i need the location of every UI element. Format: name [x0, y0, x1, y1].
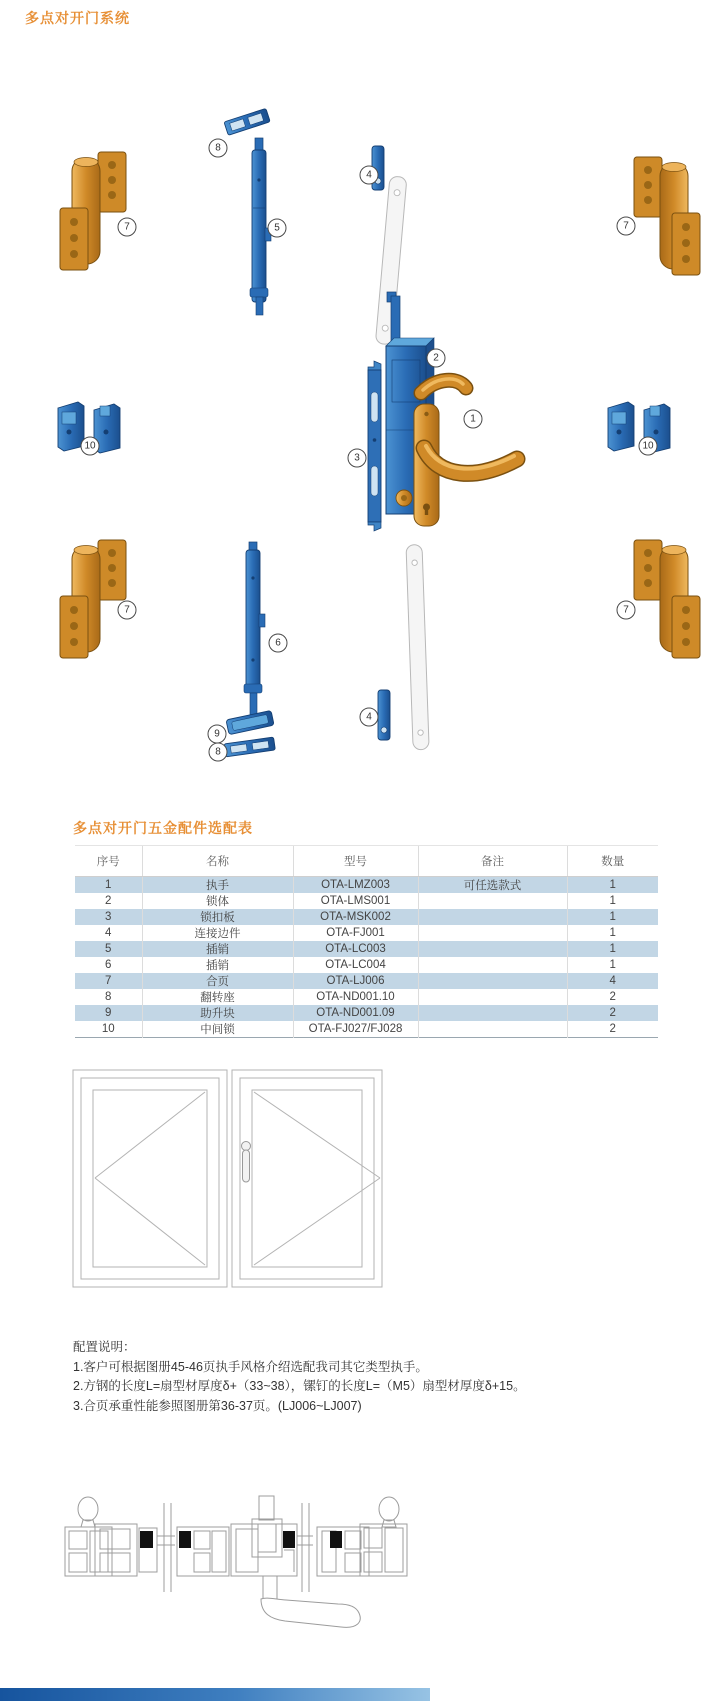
cell-model: OTA-ND001.10 — [293, 989, 418, 1005]
col-header-qty: 数量 — [567, 846, 658, 877]
cell-no: 1 — [75, 877, 142, 894]
cell-no: 6 — [105, 959, 112, 971]
col-header-model: 型号 — [293, 846, 418, 877]
config-note-line: 2.方钢的长度L=扇型材厚度δ+（33~38），镙钉的长度L=（M5）扇型材厚度δ+15。 — [73, 1379, 526, 1393]
cell-no: 7 — [75, 973, 142, 989]
cell-model: OTA-MSK002 — [293, 909, 418, 925]
config-note-line: 3.合页承重性能参照图册第36-37页。(LJ006~LJ007) — [73, 1398, 362, 1413]
hinge-part-bottom-right — [634, 540, 700, 658]
hinge-part-bottom-left — [60, 540, 126, 658]
cell-name: 插销 — [142, 957, 293, 973]
cell-name: 插销 — [142, 941, 293, 957]
config-note-line: 1.客户可根据图册45-46页执手风格介绍选配我司其它类型执手。 — [73, 1359, 428, 1374]
parts-table-title: 多点对开门五金配件选配表 — [73, 820, 253, 836]
exploded-diagram — [0, 0, 727, 790]
table-header-row — [75, 846, 658, 877]
cell-model: OTA-LC004 — [293, 957, 418, 973]
hinge-part-top-right — [634, 157, 700, 275]
callout-7-bottom-left: 7 — [118, 601, 137, 620]
callout-9: 9 — [208, 725, 227, 744]
cell-no: 10 — [101, 1023, 115, 1035]
cell-model: OTA-LMZ003 — [293, 877, 418, 894]
table-row — [75, 989, 658, 1005]
table-row — [75, 1005, 658, 1021]
strike-plate-part-3 — [368, 361, 381, 531]
cell-name: 中间锁 — [142, 1021, 293, 1038]
config-notes-title: 配置说明： — [73, 1340, 136, 1354]
cell-note — [418, 957, 567, 973]
cell-qty: 1 — [567, 893, 658, 909]
cell-qty: 1 — [567, 941, 658, 957]
cell-name: 锁体 — [142, 893, 293, 909]
callout-5: 5 — [268, 219, 287, 238]
cell-note — [418, 893, 567, 909]
cross-section-drawing — [0, 1490, 727, 1655]
cell-qty: 1 — [567, 957, 658, 973]
cell-name: 连接边件 — [142, 925, 293, 941]
cell-note: 可任选款式 — [418, 877, 567, 894]
callout-4-top: 4 — [360, 166, 379, 185]
cell-no: 9 — [75, 1005, 142, 1021]
cell-model: OTA-FJ027/FJ028 — [293, 1021, 418, 1038]
cell-note — [418, 1021, 567, 1038]
cell-note — [418, 973, 567, 989]
col-header-no: 序号 — [75, 846, 142, 877]
cell-name: 合页 — [142, 973, 293, 989]
table-row — [75, 893, 658, 909]
cell-qty: 1 — [567, 909, 658, 925]
cell-qty: 2 — [567, 1021, 658, 1038]
callout-6: 6 — [269, 634, 288, 653]
connector-part-4-bottom — [378, 690, 390, 740]
flip-seat-part-top — [224, 108, 270, 135]
callout-7-top-right: 7 — [617, 217, 636, 236]
table-row — [75, 973, 658, 989]
page-title: 多点对开门系统 — [25, 10, 130, 26]
cross-section-art — [0, 1490, 727, 1650]
callout-3: 3 — [348, 449, 367, 468]
keeper-bar-bottom — [406, 544, 429, 749]
door-elevation-drawing — [0, 1060, 727, 1305]
callout-8-top: 8 — [209, 139, 228, 158]
cell-note — [418, 989, 567, 1005]
callout-10-right: 10 — [639, 437, 658, 456]
cell-note — [418, 925, 567, 941]
cell-qty: 1 — [567, 925, 658, 941]
config-notes — [73, 1338, 673, 1416]
table-row — [75, 877, 658, 894]
callout-4-bottom: 4 — [360, 708, 379, 727]
cell-note — [418, 909, 567, 925]
door-elevation-art — [0, 1060, 727, 1300]
cell-qty: 4 — [567, 973, 658, 989]
table-row — [75, 941, 658, 957]
cell-qty: 2 — [567, 989, 658, 1005]
cell-qty: 1 — [567, 877, 658, 894]
cell-model: OTA-LJ006 — [293, 973, 418, 989]
col-header-name: 名称 — [142, 846, 293, 877]
callout-10-left: 10 — [81, 437, 100, 456]
table-row — [75, 925, 658, 941]
table-row — [75, 1021, 658, 1038]
cell-model: OTA-LMS001 — [293, 893, 418, 909]
cell-no: 3 — [75, 909, 142, 925]
callout-8-bottom: 8 — [209, 743, 228, 762]
flip-seat-part-8-bottom — [224, 737, 275, 757]
cell-note — [418, 941, 567, 957]
callout-7-bottom-right: 7 — [617, 601, 636, 620]
callout-2: 2 — [427, 349, 446, 368]
cell-name: 锁扣板 — [142, 909, 293, 925]
table-row — [75, 957, 658, 973]
exploded-diagram-art — [0, 0, 727, 790]
cell-name: 助升块 — [142, 1005, 293, 1021]
cell-model: OTA-FJ001 — [293, 925, 418, 941]
cell-model: OTA-LC003 — [293, 941, 418, 957]
callout-7-top-left: 7 — [118, 218, 137, 237]
cell-no: 2 — [105, 895, 112, 907]
rod-part-6 — [244, 542, 265, 720]
door-handle-symbol — [242, 1142, 251, 1183]
cell-no: 8 — [105, 991, 112, 1003]
table-row — [75, 909, 658, 925]
footer-accent-bar — [0, 1688, 430, 1701]
cell-no: 4 — [105, 927, 112, 939]
cell-name: 翻转座 — [142, 989, 293, 1005]
col-header-note: 备注 — [418, 846, 567, 877]
hinge-part-top-left — [60, 152, 126, 270]
cell-no: 5 — [75, 941, 142, 957]
parts-table — [75, 845, 658, 1038]
cell-name: 执手 — [142, 877, 293, 894]
cell-model: OTA-ND001.09 — [293, 1005, 418, 1021]
cell-note — [418, 1005, 567, 1021]
cell-qty: 2 — [567, 1005, 658, 1021]
callout-1: 1 — [464, 410, 483, 429]
